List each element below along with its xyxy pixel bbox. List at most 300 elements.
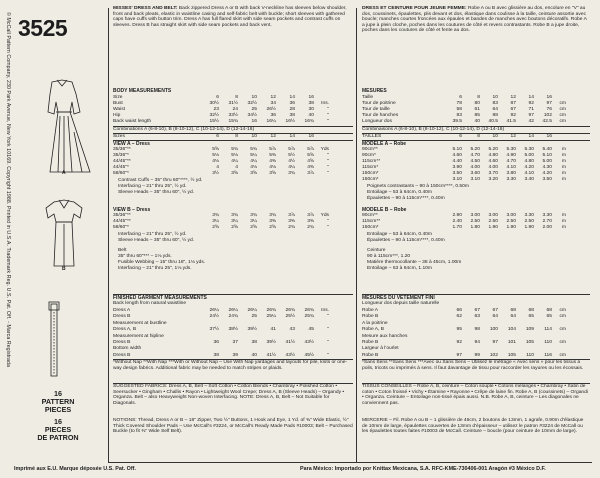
bottom-rule bbox=[108, 462, 592, 463]
row-value: 105 bbox=[525, 340, 534, 345]
row-value: m bbox=[561, 219, 566, 224]
row-value: 2⅝ bbox=[250, 225, 257, 230]
row-value: 4.20 bbox=[542, 171, 552, 176]
row-value: 38 bbox=[289, 113, 295, 118]
en-notions: NOTIONS: Thread, Dress A or B – 18" Zipper, Two ½" Buttons, 1 Hook and Eye, 1 Yd. of ⅜" Wide Elastic, ½" Thick Covered Shoulder Pads – Use McCall's #3224, or McCall's Ready Made Pads #10003; Belt – Purchased Buckle (to fit ⅜" Wide Self Belt). bbox=[113, 418, 353, 435]
row-value: 31½ bbox=[228, 101, 238, 106]
row-value: 68 bbox=[528, 308, 534, 313]
printed-in-us-note: Imprimé aux E.U. Marque déposée U.S. Pat. Off. bbox=[14, 466, 136, 472]
row-value: 2⅝ bbox=[231, 225, 238, 230]
row-value: 5.20 bbox=[470, 147, 480, 152]
row-value: 16 bbox=[308, 95, 314, 100]
row-value: 26¾ bbox=[266, 308, 276, 313]
row-value: 64 bbox=[492, 314, 498, 320]
row-value: 12 bbox=[510, 95, 516, 100]
row-value: 5.20 bbox=[488, 147, 498, 152]
row-value: 3.50 bbox=[452, 171, 462, 176]
en-description: MISSES' DRESS AND BELT: Back zippered Dress A or B with back V-neckline has sleeves below shoulder, front and back pleats, elastic in waistline casing and self-fabric belt with buckle; short sleeves with gathered caps have cuffs with button trim. Dress A has full flared skirt with side seam pockets and contrast cuffs on sleeves. Dress B has straight skirt with side seam pockets and back vent. bbox=[113, 6, 347, 28]
row-value: 5⅝ bbox=[307, 153, 314, 158]
row-value: 39½ bbox=[266, 340, 276, 345]
yardage-note: Entoilage – 53 à 64cm, 0.40m bbox=[367, 232, 432, 237]
row-label: Measurement at hipline bbox=[113, 333, 164, 339]
row-value: 41½ bbox=[285, 340, 295, 345]
row-value: 37½ bbox=[209, 327, 219, 333]
row-value: 4.60 bbox=[452, 153, 462, 158]
row-value: 5½ bbox=[288, 153, 295, 158]
row-value: m bbox=[561, 213, 566, 218]
row-label: 90cm** bbox=[362, 147, 378, 152]
row-value: 3.50 bbox=[542, 177, 552, 182]
row-label: Largeur à l'ourlet bbox=[362, 346, 399, 352]
row-value: 6 bbox=[216, 95, 219, 100]
row-value: 1.80 bbox=[470, 225, 480, 230]
center-divider bbox=[356, 8, 357, 463]
row-value: 14 bbox=[528, 95, 534, 100]
row-value: cm bbox=[559, 101, 566, 106]
row-value: cm bbox=[559, 107, 566, 112]
row-label: Tour de taille bbox=[362, 107, 390, 112]
row-value: 97 bbox=[528, 113, 534, 118]
row-label: 115cm* bbox=[362, 165, 379, 170]
fr-view-b-title: MODELE B – Robe bbox=[362, 207, 407, 213]
row-value: 4¼ bbox=[250, 159, 257, 164]
row-value: 10 bbox=[492, 95, 498, 100]
row-value: m bbox=[561, 159, 566, 164]
row-value: 4.90 bbox=[506, 153, 516, 158]
row-value: cm bbox=[559, 352, 566, 358]
row-value: 26¼ bbox=[247, 308, 257, 313]
row-value: 3.70 bbox=[488, 171, 498, 176]
row-value: m bbox=[561, 177, 566, 182]
row-value: cm bbox=[559, 119, 566, 124]
en-fabrics: SUGGESTED FABRICS: Dress A, B, Belt – Soft Cotton • Cotton Blends • Chambray • Polished Cotton • Seersucker • Gingham • Challis • Rayon • Lightweight Wool Crepe; Dress A, B (Sleeve Heads) – Organdy • Organza. Belt – also Heavyweight Non-woven Interfacing. NOTE: Dress A, B, Belt – Not Suitable for Diagonals. bbox=[113, 384, 345, 406]
row-value: 38½ bbox=[228, 327, 238, 333]
row-value: cm bbox=[559, 308, 566, 313]
row-value: 10 bbox=[251, 95, 257, 100]
row-value: 5.10 bbox=[542, 153, 552, 158]
row-value: 2.50 bbox=[470, 219, 480, 224]
row-value: 23 bbox=[213, 107, 219, 112]
row-label: 35/36"* bbox=[113, 153, 129, 158]
row-value: 1.90 bbox=[506, 225, 516, 230]
finished-row bbox=[362, 314, 600, 320]
row-value: 36 bbox=[213, 340, 219, 345]
row-label: 150cm* bbox=[362, 171, 379, 176]
row-value: 62 bbox=[456, 314, 462, 320]
row-label: Measurement at bustline bbox=[113, 320, 167, 326]
row-value: " bbox=[327, 119, 329, 124]
row-value: 5.00 bbox=[524, 153, 534, 158]
fr-finished-title: MESURES DU VETEMENT FINI bbox=[362, 295, 435, 301]
finished-row bbox=[113, 353, 353, 359]
row-value: Ins. bbox=[321, 101, 329, 106]
pattern-pieces-en: 16 PATTERN PIECES bbox=[41, 389, 75, 414]
row-value: 3¼ bbox=[212, 219, 219, 224]
finished-row bbox=[113, 327, 353, 333]
row-value: 40 bbox=[308, 113, 314, 118]
row-value: 3⅜ bbox=[288, 219, 295, 224]
row-value: 3⅞ bbox=[307, 213, 314, 218]
row-label: 150cm* bbox=[362, 177, 379, 182]
en-view-b-title: VIEW B – Dress bbox=[113, 207, 151, 213]
row-value: 14 bbox=[289, 134, 295, 139]
row-value: 16 bbox=[308, 134, 314, 139]
row-value: 101 bbox=[507, 340, 516, 345]
en-nap-note: *Without Nap **With Nap ***With or Without Nap – Use With Nap yardages and layouts for pile, knits or one-way design fabrics. Additional fabric may be needed to match stripes or plaids. bbox=[113, 360, 348, 371]
row-value: 3.40 bbox=[524, 177, 534, 182]
row-label: 35/36"** bbox=[113, 213, 131, 218]
row-value: m bbox=[561, 153, 566, 158]
row-value: 67 bbox=[474, 308, 480, 313]
row-value: 6 bbox=[459, 134, 462, 139]
row-value: m bbox=[561, 171, 566, 176]
row-value: 41 bbox=[270, 327, 276, 333]
row-value: 78 bbox=[456, 101, 462, 106]
row-value: 39 bbox=[232, 352, 238, 358]
row-value: 42.5 bbox=[542, 119, 552, 124]
mexico-import-note: Para México: Importado por Knittax Mexicana, S.A. RFC-KME-730406-001 Aragón #3 México D.F. bbox=[300, 466, 546, 472]
row-value: 87 bbox=[510, 101, 516, 106]
row-value: 98 bbox=[474, 327, 480, 333]
row-value: " bbox=[327, 153, 329, 158]
row-value: 38 bbox=[251, 340, 257, 345]
row-value: 4⅜ bbox=[307, 165, 314, 170]
row-value: 2.40 bbox=[452, 219, 462, 224]
row-value: 85 bbox=[474, 113, 480, 118]
body-measure-row bbox=[362, 119, 600, 125]
row-value: 15¾ bbox=[228, 119, 238, 124]
pattern-number: 3525 bbox=[18, 15, 68, 41]
finished-row bbox=[113, 346, 353, 352]
row-value: 63 bbox=[474, 314, 480, 320]
row-value: 41½ bbox=[266, 352, 276, 358]
finished-row bbox=[362, 334, 600, 340]
fig-label-b: B bbox=[62, 266, 66, 272]
row-value: m bbox=[561, 225, 566, 230]
row-value: 26¼ bbox=[209, 308, 219, 313]
row-label: Dress B bbox=[113, 340, 131, 345]
row-value: 66 bbox=[456, 308, 462, 313]
row-label: 58/60"* bbox=[113, 171, 129, 176]
row-value: 12 bbox=[510, 134, 516, 139]
row-label: Robe A, B bbox=[362, 327, 385, 333]
row-label: 44/45"** bbox=[113, 219, 131, 224]
belt-line: Matière thermocollante – 38 à 45cm, 1.00m bbox=[367, 260, 462, 265]
row-value: 4⅛ bbox=[250, 165, 257, 170]
row-value: 67 bbox=[510, 107, 516, 112]
yardage-note: Interfacing – 21" thru 25", ½ yd. bbox=[118, 232, 187, 237]
row-value: 5⅞ bbox=[288, 147, 295, 152]
row-label: Tour de hanches bbox=[362, 113, 399, 118]
row-value: 65 bbox=[546, 314, 552, 320]
row-label: 90cm** bbox=[362, 213, 378, 218]
row-value: 3.10 bbox=[452, 177, 462, 182]
row-value: cm bbox=[559, 314, 566, 320]
row-label: TAILLES bbox=[362, 134, 382, 139]
row-value: 3¾ bbox=[231, 213, 238, 218]
row-value: m bbox=[561, 147, 566, 152]
row-value: 5¼ bbox=[250, 153, 257, 158]
row-label: Dress A, B bbox=[113, 327, 137, 333]
row-value: 12 bbox=[270, 95, 276, 100]
row-value: 34 bbox=[270, 101, 276, 106]
row-value: 4.60 bbox=[488, 159, 498, 164]
row-value: 4.10 bbox=[506, 165, 516, 170]
finished-row bbox=[362, 308, 600, 314]
row-label: Size bbox=[113, 95, 123, 100]
row-value: 100 bbox=[489, 327, 498, 333]
row-value: 104 bbox=[507, 327, 516, 333]
row-value: 2.70 bbox=[542, 219, 552, 224]
yardage-note: Contrast Cuffs – 35" thru 60"****, ½ yd. bbox=[118, 178, 203, 183]
row-value: 24½ bbox=[209, 314, 219, 320]
belt-line: Belt bbox=[118, 248, 127, 253]
row-label: Waist bbox=[113, 107, 126, 112]
row-value: 30½ bbox=[209, 101, 219, 106]
row-value: 32½ bbox=[209, 113, 219, 118]
row-value: 68 bbox=[510, 308, 516, 313]
row-value: 4.50 bbox=[470, 159, 480, 164]
row-value: " bbox=[327, 107, 329, 112]
row-value: 16½ bbox=[285, 119, 295, 124]
row-value: 92 bbox=[456, 340, 462, 345]
yardage-note: Épaulettes – 90 à 115cm****, 0.40m bbox=[367, 238, 445, 243]
row-value: 4.70 bbox=[470, 153, 480, 158]
row-value: 4¼ bbox=[288, 165, 295, 170]
row-value: 3⅞ bbox=[307, 171, 314, 176]
row-value: 4.00 bbox=[488, 165, 498, 170]
row-value: 3.30 bbox=[542, 213, 552, 218]
row-value: 25½ bbox=[285, 314, 295, 320]
yardage-note: Poignets contrastants – 90 à 150cm****, 0.50m bbox=[367, 184, 469, 189]
row-value: 2.50 bbox=[524, 219, 534, 224]
finished-row bbox=[113, 321, 353, 327]
yardage-note: Entoilage – 53 à 64cm, 0.40m bbox=[367, 190, 432, 195]
row-value: " bbox=[327, 165, 329, 170]
row-value: 4.80 bbox=[524, 159, 534, 164]
belt-line: Fusible Webbing – 15" thru 18", 1⅛ yds. bbox=[118, 260, 206, 265]
row-value: 26¼ bbox=[228, 308, 238, 313]
dress-a-sketch bbox=[28, 72, 100, 182]
row-value: 67 bbox=[492, 308, 498, 313]
fr-notions: MERCERIE – Fil. Robe A ou B – 1 glissière de 46cm, 2 boutons de 13mm, 1 agrafe, 0.90m d'élastique de 10mm de large, épaulettes couvertes de 13mm d'épaisseur – utilisez le patron #3224 de McCall ou les épaulettes toutes faites #10003 de McCall. Ceinture – boucle (pour ceinture de 10mm de large). bbox=[362, 418, 584, 435]
row-value: 3⅞ bbox=[288, 213, 295, 218]
finished-row bbox=[113, 314, 353, 320]
row-value: 3.00 bbox=[488, 213, 498, 218]
row-label: Back waist length bbox=[113, 119, 152, 124]
row-value: 4.40 bbox=[452, 159, 462, 164]
row-value: 3.30 bbox=[524, 213, 534, 218]
row-value: " bbox=[327, 352, 329, 358]
row-value: 5⅛ bbox=[212, 153, 219, 158]
row-value: cm bbox=[559, 340, 566, 345]
row-value: 4.30 bbox=[542, 165, 552, 170]
row-value: 5.40 bbox=[542, 147, 552, 152]
row-value: 3.60 bbox=[470, 171, 480, 176]
row-value: 4⅛ bbox=[212, 159, 219, 164]
row-value: 97 bbox=[492, 340, 498, 345]
row-value: " bbox=[327, 113, 329, 118]
row-value: 43 bbox=[289, 327, 295, 333]
row-value: 14 bbox=[528, 134, 534, 139]
row-value: 40 bbox=[251, 352, 257, 358]
row-value: 4.80 bbox=[488, 153, 498, 158]
en-body-title: BODY MEASUREMENTS bbox=[113, 88, 172, 94]
row-value: 43½ bbox=[285, 352, 295, 358]
en-finished-title: FINISHED GARMENT MEASUREMENTS bbox=[113, 295, 207, 301]
row-value: 5⅞ bbox=[269, 147, 276, 152]
row-value: 25 bbox=[251, 107, 257, 112]
finished-row bbox=[362, 327, 600, 333]
row-value: 41.5 bbox=[506, 119, 516, 124]
row-value: 25 bbox=[251, 314, 257, 320]
row-value: " bbox=[327, 314, 329, 320]
row-value: Yds bbox=[320, 147, 329, 152]
row-value: 109 bbox=[525, 327, 534, 333]
row-label: Tour de poitrine bbox=[362, 101, 396, 106]
fr-view-a-title: MODELE A – Robe bbox=[362, 141, 407, 147]
yardage-row bbox=[113, 225, 353, 231]
row-value: 3.20 bbox=[488, 177, 498, 182]
left-divider bbox=[108, 8, 109, 463]
row-value: 61 bbox=[474, 107, 480, 112]
row-value: 45½ bbox=[304, 352, 314, 358]
row-value: 39½ bbox=[247, 327, 257, 333]
row-value: 68 bbox=[546, 308, 552, 313]
row-value: 36 bbox=[270, 113, 276, 118]
fr-finished-intro: Longueur dos depuis taille naturelle bbox=[362, 301, 440, 306]
en-finished-intro: Back length from natural waistline bbox=[113, 301, 187, 306]
row-value: 2.50 bbox=[488, 219, 498, 224]
row-value: 40.5 bbox=[488, 119, 498, 124]
row-value: Ins. bbox=[321, 308, 329, 313]
row-label: Mesure aux hanches bbox=[362, 333, 408, 339]
row-label: 58/60"* bbox=[113, 225, 129, 230]
row-label: 115cm** bbox=[362, 219, 381, 224]
row-value: 16¾ bbox=[304, 119, 314, 124]
row-value: 3.80 bbox=[506, 171, 516, 176]
row-value: 4.00 bbox=[470, 165, 480, 170]
row-value: 4½ bbox=[288, 159, 295, 164]
row-value: 24¾ bbox=[228, 314, 238, 320]
row-value: 25¾ bbox=[304, 314, 314, 320]
row-label: Robe B bbox=[362, 340, 379, 345]
row-value: 3⅝ bbox=[250, 171, 257, 176]
row-value: 3½ bbox=[212, 171, 219, 176]
row-value: 42 bbox=[528, 119, 534, 124]
en-view-a-title: VIEW A – Dress bbox=[113, 141, 150, 147]
yardage-note: Épaulettes – 90 à 115cm****, 0.40m bbox=[367, 196, 445, 201]
row-value: Yds bbox=[320, 213, 329, 218]
row-value: 3.10 bbox=[470, 177, 480, 182]
copyright-side-text: © McCall Pattern Company, 230 Park Avenue, New York 10169. Copyright 1988. Printed in U.S.A. Trademark Reg. U.S. Pat. Off. - Marca Registrada bbox=[5, 12, 11, 367]
yardage-note: Sleeve Heads – 35" thru 60", ½ yd. bbox=[118, 190, 195, 195]
row-value: 45 bbox=[308, 327, 314, 333]
row-value: 95 bbox=[456, 327, 462, 333]
row-value: " bbox=[327, 171, 329, 176]
row-value: 8 bbox=[477, 95, 480, 100]
fig-label-a: A bbox=[62, 170, 66, 176]
finished-row bbox=[362, 321, 600, 327]
row-value: 83 bbox=[492, 101, 498, 106]
row-value: 5¾ bbox=[250, 147, 257, 152]
row-value: 8 bbox=[477, 134, 480, 139]
row-value: 97 bbox=[456, 352, 462, 358]
row-label: Sizes bbox=[113, 134, 125, 139]
row-value: 4⅜ bbox=[269, 159, 276, 164]
row-value: 58 bbox=[456, 107, 462, 112]
row-value: 26¾ bbox=[285, 308, 295, 313]
row-value: 105 bbox=[507, 352, 516, 358]
row-value: 83 bbox=[456, 113, 462, 118]
row-value: 38 bbox=[213, 352, 219, 358]
row-value: 102 bbox=[489, 352, 498, 358]
row-value: 36 bbox=[289, 101, 295, 106]
row-value: 3⅜ bbox=[307, 219, 314, 224]
yardage-row bbox=[113, 171, 353, 177]
row-value: 8 bbox=[235, 134, 238, 139]
row-value: 3⅜ bbox=[269, 219, 276, 224]
row-value: 25¼ bbox=[266, 314, 276, 320]
row-value: 8 bbox=[235, 95, 238, 100]
row-value: " bbox=[327, 219, 329, 224]
row-value: cm bbox=[559, 327, 566, 333]
row-label: 44/45"* bbox=[113, 165, 129, 170]
row-value: 40 bbox=[474, 119, 480, 124]
row-value: 3.00 bbox=[506, 213, 516, 218]
row-value: 3¾ bbox=[269, 213, 276, 218]
body-measure-row bbox=[113, 119, 353, 125]
yardage-row bbox=[362, 177, 600, 183]
finished-row bbox=[362, 353, 600, 359]
row-value: " bbox=[327, 225, 329, 230]
row-value: 4 bbox=[216, 165, 219, 170]
row-value: 16¼ bbox=[266, 119, 276, 124]
finished-row bbox=[113, 334, 353, 340]
belt-sketch bbox=[46, 300, 62, 380]
row-value: 5.10 bbox=[452, 147, 462, 152]
row-value: 92 bbox=[528, 101, 534, 106]
row-value: 1.90 bbox=[524, 225, 534, 230]
row-value: 37 bbox=[232, 340, 238, 345]
yardage-row bbox=[362, 225, 600, 231]
row-value: 80 bbox=[474, 101, 480, 106]
row-value: 3¾ bbox=[288, 171, 295, 176]
dress-b-sketch bbox=[28, 196, 100, 274]
belt-line: 35" thru 60"*** – 1⅛ yds. bbox=[118, 254, 172, 259]
row-label: Longueur dos bbox=[362, 119, 392, 124]
row-value: 6 bbox=[459, 95, 462, 100]
row-value: 16 bbox=[546, 134, 552, 139]
row-value: 32½ bbox=[247, 101, 257, 106]
row-label: A la poitrine bbox=[362, 320, 388, 326]
row-value: 88 bbox=[492, 113, 498, 118]
row-value: 12 bbox=[270, 134, 276, 139]
row-value: " bbox=[327, 327, 329, 333]
row-value: 3.90 bbox=[452, 165, 462, 170]
row-value: 64 bbox=[510, 314, 516, 320]
row-value: 110 bbox=[526, 352, 534, 358]
row-value: 3.00 bbox=[470, 213, 480, 218]
row-value: cm bbox=[559, 113, 566, 118]
belt-line: Interfacing – 21" thru 25", 1⅛ yds. bbox=[118, 266, 192, 271]
fr-combos: Combinaisons A (6-8-10), B (8-10-12), C (10-12-14), D (12-14-16) bbox=[362, 127, 505, 132]
row-value: 5.00 bbox=[542, 159, 552, 164]
row-value: 4⅝ bbox=[307, 159, 314, 164]
row-value: 64 bbox=[492, 107, 498, 112]
row-value: 65 bbox=[528, 314, 534, 320]
row-value: 28 bbox=[289, 107, 295, 112]
